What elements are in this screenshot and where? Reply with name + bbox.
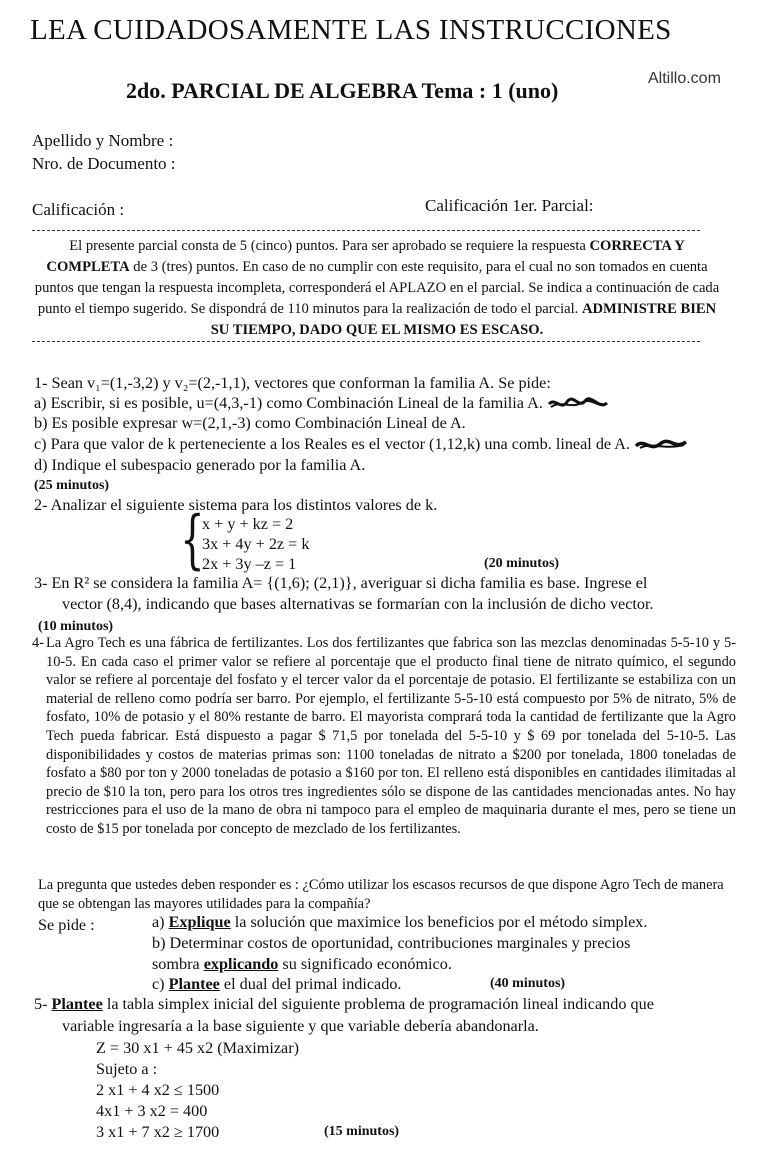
instructions-paragraph bbox=[32, 236, 722, 341]
q5-verb: Plantee bbox=[51, 995, 103, 1013]
watermark: Altillo.com bbox=[648, 70, 721, 87]
instructions-text-1: El presente parcial consta de 5 (cinco) puntos. Para ser aprobado se requiere la respuesta bbox=[69, 238, 590, 254]
q1-item-c-text: c) Para que valor de k perteneciente a los Reales es el vector (1,12,k) una comb. lineal de A. bbox=[34, 435, 631, 453]
q4-item-a bbox=[152, 913, 647, 932]
q5-constraint-2: 4x1 + 3 x2 = 400 bbox=[96, 1102, 208, 1120]
q2-time: (20 minutos) bbox=[484, 556, 560, 571]
q1-item-d: d) Indique el subespacio generado por la familia A. bbox=[34, 456, 366, 474]
grade-label: Calificación : bbox=[32, 200, 125, 219]
q5-constraint-3: 3 x1 + 7 x2 ≥ 1700 bbox=[96, 1123, 220, 1141]
divider-bottom bbox=[32, 341, 700, 342]
q4-item-b-prefix: sombra bbox=[152, 955, 204, 973]
exam-subtitle: 2do. PARCIAL DE ALGEBRA Tema : 1 (uno) bbox=[126, 78, 559, 103]
q2-equation-2: 3x + 4y + 2z = k bbox=[202, 535, 310, 553]
instructions-text-2: de 3 (tres) puntos. En caso de no cumplir con este requisito, para el cual no son tomados en cuenta puntos que tengan la respuesta incompleta, corresponderá el APLAZO en el parcial. Se indica a continuación de cada punto el tiempo sugerido. Se dispondrá de 110 minutos para la realización de todo el parcial. bbox=[34, 259, 720, 317]
q1-item-a-text: a) Escribir, si es posible, u=(4,3,-1) como Combinación Lineal de la familia A. bbox=[34, 394, 543, 412]
q2-equation-1: x + y + kz = 2 bbox=[202, 515, 294, 533]
q5-number: 5- bbox=[34, 995, 52, 1013]
q4-item-b-cont bbox=[152, 955, 452, 974]
q3-line-2: vector (8,4), indicando que bases alternativas se formarían con la inclusión de dicho vector. bbox=[62, 595, 654, 613]
q4-item-b-verb: explicando bbox=[203, 955, 279, 973]
q3-line-1: 3- En R² se considera la familia A= {(1,6); (2,1)}, averiguar si dicha familia es base. Ingrese el bbox=[34, 574, 648, 592]
q4-body: La Agro Tech es una fábrica de fertilizantes. Los dos fertilizantes que fabrica son las mezclas denominadas 5-5-10 y 5-10-5. En cada caso el primer valor se refiere al porcentaje que el producto final tiene de nitrato químico, el segundo valor se refiere al porcentaje del fosfato y el tercer valor da el porcentaje de potasio. El fertilizante se estabiliza con un material de relleno como podría ser barro. Por ejemplo, el fertilizante 5-5-10 está compuesto por 5% de nitrato, 5% de fosfato, 10% de potasio y el 80% restante de barro. El mayorista comprará toda la cantidad de fertilizante que la Agro Tech pueda fabricar. Está dispuesto a pagar $ 71,5 por tonelada del 5-5-10 y $ 69 por tonelada del 5-10-5. Las disponibilidades y costos de materias primas son: 1100 toneladas de nitrato a $200 por tonelada, 1800 toneladas de fosfato a $80 por ton y 2000 toneladas de potasio a $160 por ton. El relleno está disponibles en cantidades ilimitadas al precio de $10 la ton, pero para los otros tres ingredientes sólo se dispone de las cantidades mencionadas antes. No hay restricciones para el uso de la mano de obra ni tampoco para el empleo de maquinaria durante el mes, pero se tiene un costo de $15 por tonelada por concepto de mezclado de los fertilizantes. bbox=[46, 635, 736, 837]
q4-time: (40 minutos) bbox=[490, 976, 566, 991]
q2-stem: 2- Analizar el siguiente sistema para los distintos valores de k. bbox=[34, 496, 438, 514]
q2-equation-3: 2x + 3y –z = 1 bbox=[202, 555, 297, 573]
scribble-mark bbox=[634, 438, 690, 452]
q5-subject-to: Sujeto a : bbox=[96, 1060, 158, 1078]
instructions-bold-1: CORRECTA Y COMPLETA bbox=[46, 238, 685, 275]
q1-item-c bbox=[34, 435, 690, 454]
q1-stem: 1- Sean v₁=(1,-3,2) y v₂=(2,-1,1), vectores que conforman la familia A. Se pide: bbox=[34, 374, 551, 392]
q3-time: (10 minutos) bbox=[38, 619, 114, 634]
q5-line-1-text: la tabla simplex inicial del siguiente problema de programación lineal indicando que bbox=[102, 995, 654, 1013]
q4-item-a-verb: Explique bbox=[168, 913, 231, 931]
q4-item-b-text: su significado económico. bbox=[278, 955, 452, 973]
q4-item-c-text: el dual del primal indicado. bbox=[219, 975, 402, 993]
q1-item-b: b) Es posible expresar w=(2,1,-3) como Combinación Lineal de A. bbox=[34, 414, 466, 432]
q4-item-a-text: la solución que maximice los beneficios por el método simplex. bbox=[230, 913, 648, 931]
system-brace: { bbox=[180, 503, 205, 577]
instructions-bold-2: ADMINISTRE BIEN SU TIEMPO, DADO QUE EL MISMO ES ESCASO. bbox=[210, 301, 717, 338]
document-label: Nro. de Documento : bbox=[32, 154, 176, 173]
q1-item-a bbox=[34, 394, 609, 413]
q4-question: La pregunta que ustedes deben responder es : ¿Cómo utilizar los escasos recursos de que dispone Agro Tech de manera que se obtengan las mayores utilidades para la compañía? bbox=[38, 877, 724, 912]
q1-time: (25 minutos) bbox=[34, 478, 110, 493]
page-heading: LEA CUIDADOSAMENTE LAS INSTRUCCIONES bbox=[30, 14, 672, 46]
scribble-mark bbox=[547, 397, 609, 411]
q4-number: 4- bbox=[32, 635, 44, 651]
q4-item-c bbox=[152, 975, 401, 994]
q5-time: (15 minutos) bbox=[324, 1124, 400, 1139]
q5-line-2: variable ingresaría a la base siguiente y que variable debería abandonarla. bbox=[62, 1017, 539, 1035]
q5-constraint-1: 2 x1 + 4 x2 ≤ 1500 bbox=[96, 1081, 220, 1099]
q5-objective: Z = 30 x1 + 45 x2 (Maximizar) bbox=[96, 1039, 300, 1057]
q4-se-pide: Se pide : bbox=[38, 916, 95, 934]
name-label: Apellido y Nombre : bbox=[32, 131, 174, 150]
first-grade-label: Calificación 1er. Parcial: bbox=[425, 196, 594, 215]
q4-item-b: b) Determinar costos de oportunidad, contribuciones marginales y precios bbox=[152, 934, 631, 952]
q5-line-1 bbox=[34, 995, 654, 1014]
q4-item-c-verb: Plantee bbox=[168, 975, 220, 993]
q4-item-c-prefix: c) bbox=[152, 975, 169, 993]
divider-top bbox=[32, 230, 700, 231]
q4-item-a-prefix: a) bbox=[152, 913, 169, 931]
